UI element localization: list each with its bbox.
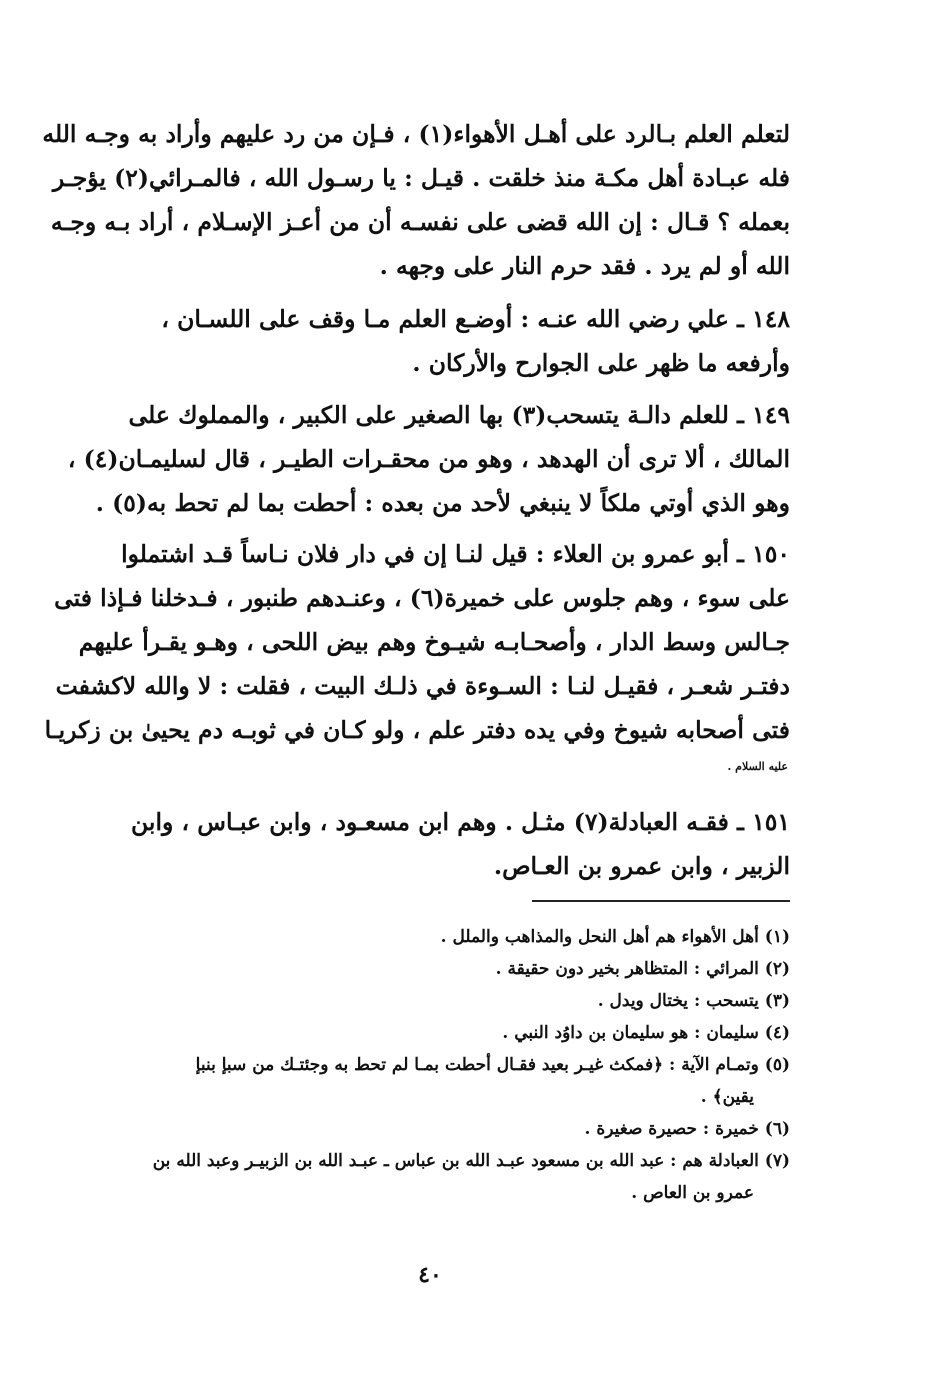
footnote-1: (١) أهل الأهواء هم أهل النحل والمذاهب والملل . — [440, 927, 790, 947]
text-line: وهو الذي أوتي ملكاً لا ينبغي لأحد من بعده : أحطت بما لم تحط به(٥) . — [95, 489, 790, 517]
text-line: المالك ، ألا ترى أن الهدهد ، وهو من محقـرات الطيـر ، قال لسليمـان(٤) ، — [67, 445, 790, 473]
paragraph-150 — [44, 532, 790, 752]
page-number: ٤٠ — [418, 1262, 442, 1288]
footnote-2: (٢) المرائي : المتظاهر بخير دون حقيقة . — [495, 959, 790, 979]
footnote-7: (٧) العبادلة هم : عبد الله بن مسعود عبـد الله بن عباس ـ عبـد الله بن الزبيـر وعبد الله بن — [152, 1151, 790, 1171]
footnotes — [90, 921, 790, 1209]
footnote-4: (٤) سليمان : هو سليمان بن داوُد النبي . — [502, 1023, 790, 1043]
paragraph-151 — [90, 800, 790, 888]
text-line: ١٥١ ـ فقـه العبادلة(٧) مثـل . وهم ابن مسعـود ، وابن عبـاس ، وابن — [131, 808, 790, 836]
text-line: ١٥٠ ـ أبو عمرو بن العلاء : قيل لنـا إن في دار فلان نـاساً قـد اشتملوا — [121, 540, 790, 568]
text-line: ١٤٩ ـ للعلم دالـة يتسحب(٣) بها الصغير على الكبير ، والمملوك على — [128, 401, 790, 429]
paragraph-intro — [42, 112, 790, 288]
salutation-glyph: عليه السلام . — [727, 760, 788, 773]
footnote-separator — [532, 900, 790, 902]
text-line: بعمله ؟ قـال : إن الله قضى على نفسـه أن من أعـز الإسـلام ، أراد بـه وجـه — [50, 208, 790, 236]
text-line: فله عبـادة أهل مكـة منذ خلقت . قيـل : يا رسـول الله ، فالمـرائي(٢) يؤجـر — [52, 164, 790, 192]
text-line: لتعلم العلم بـالرد على أهـل الأهواء(١) ، فـإن من رد عليهم وأراد به وجـه الله — [42, 120, 790, 148]
text-line: دفتـر شعـر ، فقيـل لنـا : السـوءة في ذلـك البيت ، فقلت : لا والله لاكشفت — [55, 672, 790, 700]
footnote-5-continuation: يقين﴾ . — [700, 1087, 754, 1107]
footnote-5: (٥) وتمـام الآية : ﴿فمكث غيـر بعيد فقـال أحطت بمـا لم تحط به وجئتـك من سبإ بنبإ — [195, 1055, 790, 1075]
text-line: وأرفعه ما ظهر على الجوارح والأركان . — [412, 349, 790, 377]
text-line: على سوء ، وهم جلوس على خميرة(٦) ، وعنـدهم طنبور ، فـدخلنا فـإذا فتى — [54, 584, 790, 612]
footnote-7-continuation: عمرو بن العاص . — [631, 1183, 754, 1203]
text-line: ١٤٨ ـ علي رضي الله عنـه : أوضـع العلم مـا وقف على اللسـان ، — [161, 305, 790, 333]
text-line: الله أو لم يرد . فقد حرم النار على وجهه . — [379, 252, 790, 280]
text-line: الزبير ، وابن عمرو بن العـاص. — [493, 852, 790, 880]
text-line: فتى أصحابه شيوخ وفي يده دفتر علم ، ولو كـان في ثوبـه دم يحيىٰ بن زكريـا — [44, 716, 790, 744]
footnote-6: (٦) خميرة : حصيرة صغيرة . — [584, 1119, 790, 1139]
paragraph-149 — [67, 393, 790, 525]
footnote-3: (٣) يتسحب : يختال ويدل . — [597, 991, 790, 1011]
text-line: جـالس وسط الدار ، وأصحـابـه شيـوخ وهم بيض اللحى ، وهـو يقـرأ عليهم — [78, 628, 790, 656]
paragraph-148 — [90, 297, 790, 385]
